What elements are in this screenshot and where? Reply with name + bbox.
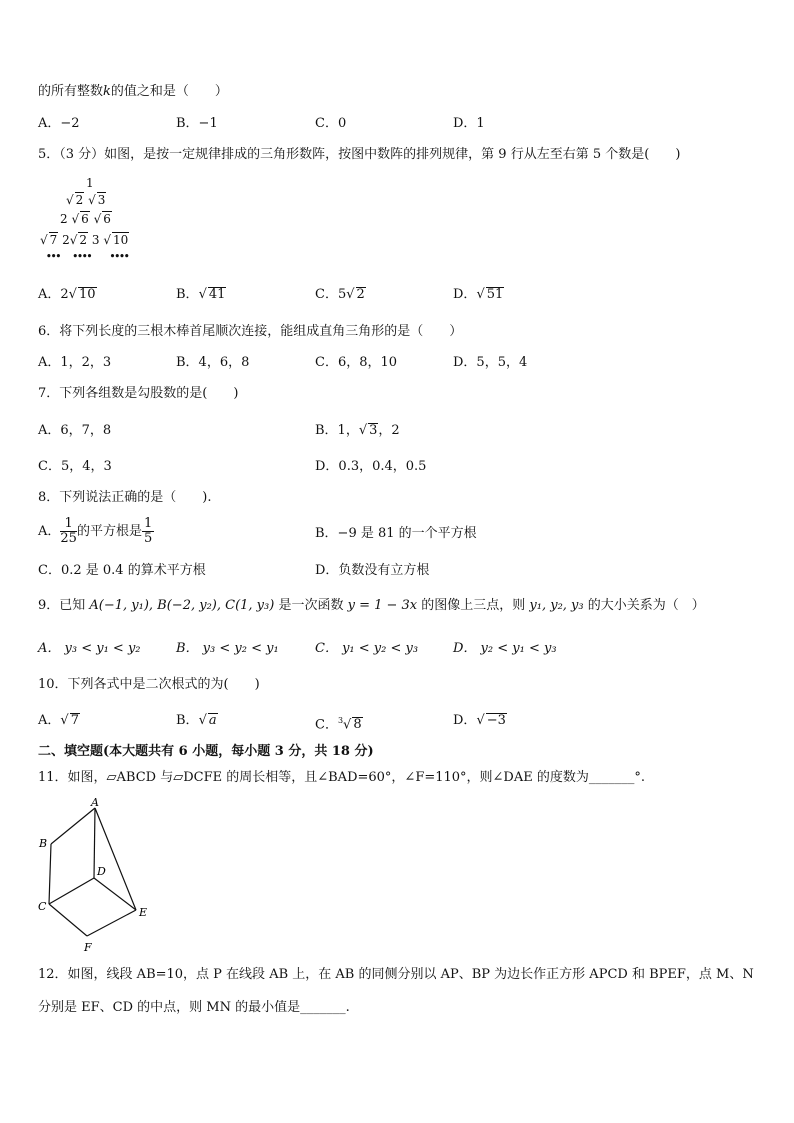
q5-opt-b-rad: 41	[208, 287, 226, 302]
q9-func: y = 1 − 3x	[347, 598, 418, 613]
q5-option-b[interactable]: B．√ 41	[176, 287, 226, 302]
q10-opt-c-label: C．	[315, 717, 338, 733]
q8-option-b[interactable]: B．−9 是 81 的一个平方根	[315, 526, 477, 541]
q5-r4-d: 10	[113, 233, 129, 247]
q4-stem-var: k	[103, 84, 111, 99]
q11-stem: 11．如图，▱ABCD 与▱DCFE 的周长相等，且∠BAD=60°，∠F=110°，则∠DAE 的度数为_______°.	[38, 770, 646, 785]
q5-r3-a: 2	[60, 212, 68, 226]
q4-stem	[38, 84, 228, 100]
q8-frac2-num: 1	[143, 516, 153, 531]
q9-stem-d: 的大小关系为（ ）	[583, 598, 705, 613]
q10-opt-d-label: D．	[453, 713, 477, 728]
q4-option-b[interactable]: B．−1	[176, 116, 218, 131]
q5-row2: √ 2 √ 3	[66, 193, 106, 207]
q8-option-c[interactable]: C．0.2 是 0.4 的算术平方根	[38, 563, 206, 578]
q5-r2-a: 2	[75, 193, 84, 207]
q5-opt-a-rad: 10	[78, 287, 96, 302]
q5-opt-c-label: C．	[315, 287, 338, 302]
q5-opt-b-label: B．	[176, 287, 199, 302]
q10-opt-d-rad: −3	[486, 713, 506, 728]
q7-opt-b-rad: 3	[369, 423, 378, 438]
q9-stem-a: 9．已知	[38, 598, 90, 613]
q10-stem: 10．下列各式中是二次根式的为( )	[38, 677, 260, 692]
q5-r3-c: 6	[103, 212, 111, 226]
q8-option-a[interactable]	[38, 514, 154, 550]
q6-option-d[interactable]: D．5，5，4	[453, 355, 528, 370]
q5-option-a[interactable]: A．2√ 10	[38, 287, 96, 302]
q5-r4-b-rad: 2	[79, 233, 88, 247]
q8-opt-a-frac1	[60, 517, 77, 546]
q5-row4: √ 7 2√ 2 3 √ 10	[40, 233, 129, 247]
q11-label-d: D	[97, 865, 106, 878]
q5-dots-b: ••••	[72, 252, 92, 262]
q9-stem	[38, 598, 705, 614]
q5-r3-b: 6	[81, 212, 89, 226]
q8-option-d[interactable]: D．负数没有立方根	[315, 563, 430, 578]
q9-points: A(−1, y₁), B(−2, y₂), C(1, y₃)	[89, 598, 275, 613]
q5-r4-c: 3	[91, 233, 100, 247]
q11-label-a: A	[91, 796, 99, 809]
q7-opt-b-post: ，2	[378, 423, 400, 438]
q10-option-d[interactable]: D．√ −3	[453, 713, 506, 728]
q4-option-a[interactable]: A．−2	[38, 116, 80, 131]
q5-option-c[interactable]: C．5√ 2	[315, 287, 365, 302]
section-2-title: 二、填空题(本大题共有 6 小题，每小题 3 分，共 18 分)	[38, 744, 374, 759]
q8-frac2-den: 5	[143, 531, 153, 546]
q5-dots-c: ••••	[109, 252, 129, 262]
q5-row3: 2 √ 6 √ 6	[60, 212, 111, 226]
q10-opt-a-rad: 7	[70, 713, 79, 728]
q5-number-triangle	[38, 176, 158, 268]
q8-frac1-num: 1	[60, 517, 77, 532]
q6-option-a[interactable]: A．1，2，3	[38, 355, 112, 370]
q11-label-b: B	[39, 837, 48, 850]
q10-option-a[interactable]: A．√ 7	[38, 713, 79, 728]
q8-opt-a-label: A．	[38, 524, 61, 539]
q12-line-2: 分别是 EF、CD 的中点，则 MN 的最小值是_______.	[38, 1000, 350, 1015]
q5-opt-a-label: A．	[38, 287, 61, 302]
q5-opt-c-coef: 5	[337, 287, 347, 302]
q10-opt-c-index: 3	[337, 716, 344, 725]
q6-option-b[interactable]: B．4，6，8	[176, 355, 250, 370]
q7-opt-b-pre: B．1，	[315, 423, 359, 438]
q9-option-d[interactable]: D． y₂ < y₁ < y₃	[453, 641, 557, 656]
q7-option-d[interactable]: D．0.3，0.4，0.5	[315, 459, 427, 474]
q8-stem: 8．下列说法正确的是（ ).	[38, 490, 212, 505]
q9-option-b[interactable]: B． y₃ < y₂ < y₁	[176, 641, 279, 656]
q8-opt-a-frac2	[142, 517, 154, 546]
q11-figure	[30, 794, 160, 956]
q4-stem-text-a: 的所有整数	[38, 84, 104, 99]
q12-line-1: 12．如图，线段 AB=10，点 P 在线段 AB 上，在 AB 的同侧分别以 AP、BP 为边长作正方形 APCD 和 BPEF，点 M、N	[38, 967, 754, 982]
q9-vars: y₁, y₂, y₃	[529, 598, 584, 613]
q4-stem-text-b: 的值之和是（ ）	[110, 84, 228, 99]
q10-opt-b-rad: a	[208, 713, 217, 728]
q7-stem: 7．下列各组数是勾股数的是( )	[38, 386, 239, 401]
q6-stem: 6．将下列长度的三根木棒首尾顺次连接，能组成直角三角形的是（ ）	[38, 324, 463, 339]
q5-stem: 5．（3 分）如图，是按一定规律排成的三角形数阵，按图中数阵的排列规律，第 9 行从左至右第 5 个数是( )	[38, 147, 681, 162]
q5-opt-d-label: D．	[453, 287, 477, 302]
q9-stem-b: 是一次函数	[274, 598, 348, 613]
q5-r4-b-coef: 2	[62, 233, 70, 247]
q5-row1: 1	[86, 176, 94, 190]
q9-option-a[interactable]: A． y₃ < y₁ < y₂	[38, 641, 141, 656]
q5-opt-a-coef: 2	[60, 287, 69, 302]
q4-option-d[interactable]: D．1	[453, 116, 485, 131]
q10-option-c[interactable]: C．$^3$√ 8	[315, 716, 362, 733]
q9-stem-c: 的图像上三点，则	[417, 598, 530, 613]
q6-option-c[interactable]: C．6，8，10	[315, 355, 398, 370]
q8-opt-a-mid: 的平方根是	[76, 524, 142, 539]
q5-dots	[46, 252, 129, 262]
q10-opt-b-label: B．	[176, 713, 199, 728]
q10-option-b[interactable]: B．√ a	[176, 713, 217, 728]
q8-frac1-den: 25	[60, 531, 77, 546]
q9-option-c[interactable]: C． y₁ < y₂ < y₃	[315, 641, 419, 656]
q10-opt-c-rad: 8	[353, 717, 362, 733]
q5-opt-c-rad: 2	[356, 287, 365, 302]
q11-label-e: E	[139, 906, 148, 919]
q5-opt-d-rad: 51	[486, 287, 504, 302]
q4-option-c[interactable]: C．0	[315, 116, 347, 131]
q11-label-f: F	[84, 941, 92, 954]
q11-label-c: C	[38, 900, 47, 913]
q7-option-c[interactable]: C．5，4，3	[38, 459, 112, 474]
q5-r4-a: 7	[49, 233, 58, 247]
q5-r2-b: 3	[97, 193, 106, 207]
q7-option-a[interactable]: A．6，7，8	[38, 423, 112, 438]
q5-option-d[interactable]: D．√ 51	[453, 287, 504, 302]
q10-opt-a-label: A．	[38, 713, 61, 728]
q7-option-b[interactable]: B．1，√ 3，2	[315, 423, 400, 438]
q5-dots-a: •••	[46, 252, 61, 262]
